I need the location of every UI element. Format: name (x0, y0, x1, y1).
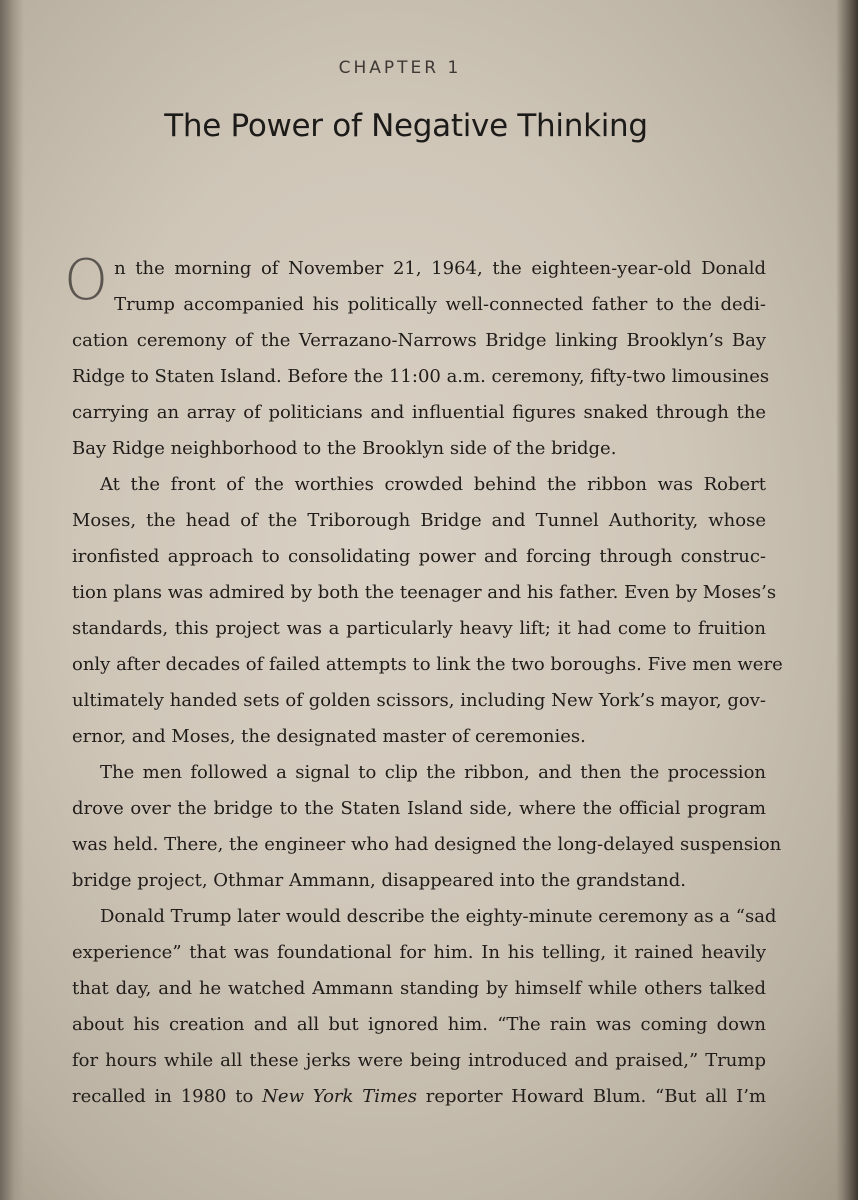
text-line: Bay Ridge neighborhood to the Brooklyn side of the bridge. (72, 438, 617, 459)
chapter-label: CHAPTER 1 (338, 58, 462, 78)
text-line: At the front of the worthies crowded behind the ribbon was Robert (100, 474, 766, 495)
text-run: recalled in 1980 to (72, 1086, 263, 1107)
text-line: Trump accompanied his politically well-connected father to the dedi- (114, 294, 766, 315)
publication-name: New York Times (262, 1086, 417, 1107)
text-line: for hours while all these jerks were being introduced and praised,” Trump (72, 1050, 766, 1071)
paragraph-1 (64, 248, 770, 467)
paragraph-4 (72, 899, 777, 1115)
text-line (72, 1079, 766, 1115)
body-text (64, 248, 783, 1115)
text-line: The men followed a signal to clip the ribbon, and then the procession (100, 762, 766, 783)
text-line: ultimately handed sets of golden scissors, including New York’s mayor, gov- (72, 690, 766, 711)
text-line: carrying an array of politicians and influential figures snaked through the (72, 402, 766, 423)
text-line: was held. There, the engineer who had designed the long-delayed suspension (72, 834, 782, 855)
paragraph-2 (72, 467, 783, 755)
text-line: Moses, the head of the Triborough Bridge and Tunnel Authority, whose (72, 510, 766, 531)
text-line: experience” that was foundational for him. In his telling, it rained heavily (72, 942, 766, 963)
paragraph-3 (72, 755, 782, 899)
text-line: about his creation and all but ignored him. “The rain was coming down (72, 1014, 766, 1035)
text-line: ironfisted approach to consolidating power and forcing through construc- (72, 546, 766, 567)
text-line: ernor, and Moses, the designated master of ceremonies. (72, 726, 586, 747)
text-line: that day, and he watched Ammann standing by himself while others talked (72, 978, 766, 999)
text-line: Donald Trump later would describe the eighty-minute ceremony as a “sad (100, 906, 777, 927)
drop-cap: O (64, 248, 109, 313)
text-run: reporter Howard Blum. “But all I’m (416, 1086, 767, 1107)
text-line: n the morning of November 21, 1964, the eighteen-year-old Donald (114, 258, 766, 279)
text-line: bridge project, Othmar Ammann, disappeared into the grandstand. (72, 870, 686, 891)
text-line: tion plans was admired by both the teenager and his father. Even by Moses’s (72, 582, 777, 603)
text-line: cation ceremony of the Verrazano-Narrows Bridge linking Brooklyn’s Bay (72, 330, 766, 351)
text-line: standards, this project was a particularly heavy lift; it had come to fruition (72, 618, 766, 639)
text-line: drove over the bridge to the Staten Island side, where the official program (72, 798, 766, 819)
text-line: Ridge to Staten Island. Before the 11:00 a.m. ceremony, fifty-two limousines (72, 366, 770, 387)
chapter-title: The Power of Negative Thinking (164, 108, 648, 144)
text-line: only after decades of failed attempts to link the two boroughs. Five men were (72, 654, 783, 675)
